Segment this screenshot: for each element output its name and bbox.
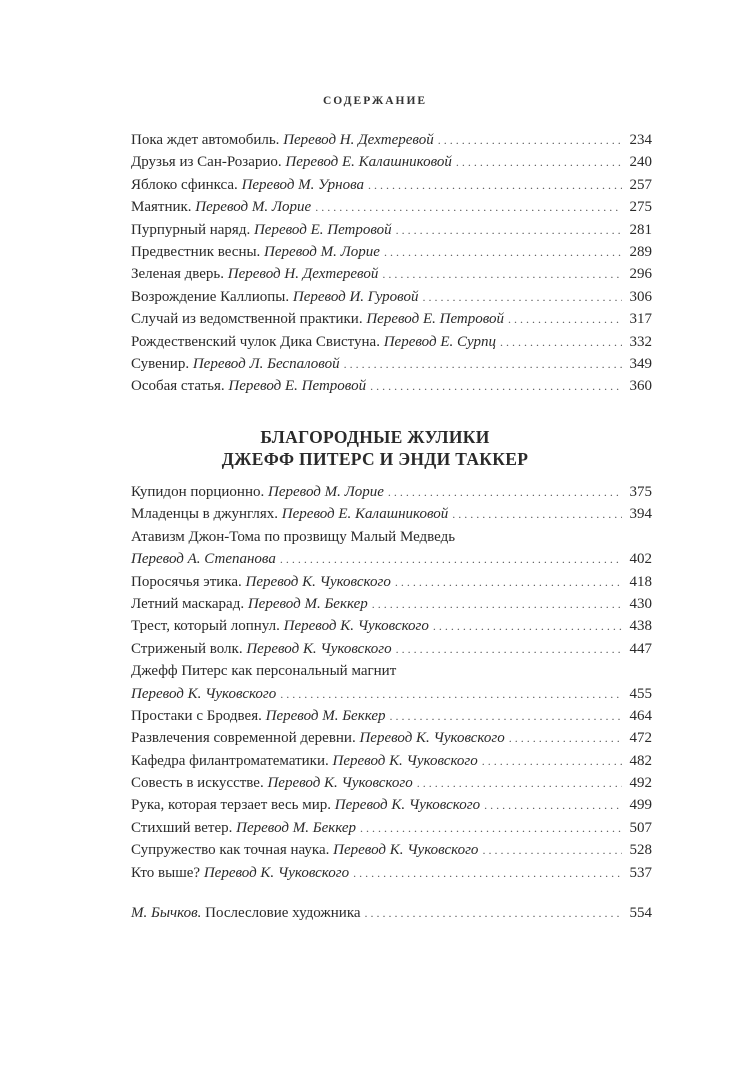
entry-translator: Перевод М. Беккер [236,819,357,836]
entry-title: Поросячья этика. [131,573,242,590]
entry-title: Пурпурный наряд. [131,221,251,238]
entry-page: 317 [629,311,652,328]
toc-entry[interactable] [131,683,652,705]
toc-entry[interactable] [131,375,652,397]
entry-translator: Перевод К. Чуковского [332,752,478,769]
dot-leader [365,902,622,924]
toc-entry[interactable] [131,817,652,839]
entry-page: 394 [629,506,652,523]
toc-entry[interactable] [131,503,652,525]
toc-entry[interactable] [131,794,652,816]
entry-title: Стриженый волк. [131,640,243,657]
dot-leader [370,375,622,397]
entry-page: 482 [629,752,652,769]
entry-page: 499 [629,797,652,814]
entry-title: Случай из ведомственной практики. [131,311,363,328]
dot-leader [500,331,622,353]
entry-title: Стихший ветер. [131,819,233,836]
entry-page: 360 [629,378,652,395]
dot-leader [280,548,622,570]
entry-title: Сувенир. [131,355,190,372]
entry-translator: Перевод М. Беккер [247,595,368,612]
toc-entry[interactable] [131,615,652,637]
entry-title: Рождественский чулок Дика Свистуна. [131,333,380,350]
entry-title: Маятник. [131,199,192,216]
entry-translator: Перевод Е. Калашниковой [281,506,449,523]
toc-entry[interactable] [131,286,652,308]
entry-translator: Перевод М. Лорие [267,484,384,500]
entry-page: 289 [629,243,652,260]
entry-page: 306 [629,288,652,305]
entry-title: Возрождение Каллиопы. [131,288,290,305]
dot-leader [315,196,622,218]
toc-entry[interactable] [131,151,652,173]
entry-page: 349 [629,355,652,372]
entry-title: Младенцы в джунглях. [131,506,279,523]
entry-title: Яблоко сфинкса. [131,176,238,193]
toc-list-part-1 [131,129,652,398]
toc-entry[interactable] [131,727,652,749]
entry-translator: Перевод К. Чуковского [131,685,277,702]
dot-leader [344,353,622,375]
section-title [0,426,750,470]
entry-title: Летний маскарад. [131,595,245,612]
entry-title: Джефф Питерс как персональный магнит [131,663,397,680]
entry-author: М. Бычков. [131,905,202,921]
toc-entry[interactable] [131,353,652,375]
entry-page: 402 [629,551,652,568]
contents-heading: СОДЕРЖАНИЕ [322,95,428,107]
toc-entry[interactable] [131,174,652,196]
toc-entry[interactable] [131,263,652,285]
entry-translator: Перевод К. Чуковского [246,640,392,657]
entry-page: 464 [629,707,652,724]
section-title-line-2: ДЖЕФФ ПИТЕРС И ЭНДИ ТАККЕР [221,449,529,469]
toc-entry[interactable] [131,772,652,794]
toc-entry[interactable] [131,705,652,727]
dot-leader [384,241,622,263]
toc-entry[interactable] [131,862,652,884]
dot-leader [395,571,622,593]
entry-page: 438 [629,618,652,635]
entry-title: Атавизм Джон-Тома по прозвищу Малый Медведь [131,528,456,545]
dot-leader [482,750,622,772]
toc-entry[interactable] [131,750,652,772]
entry-page: 375 [629,484,652,500]
entry-page: 234 [629,132,652,148]
entry-page: 281 [629,221,652,238]
entry-title: Зеленая дверь. [131,266,225,283]
dot-leader [482,839,622,861]
entry-translator: Перевод Н. Дехтеревой [283,132,434,148]
toc-list-part-2 [131,481,652,884]
entry-translator: Перевод К. Чуковского [203,864,350,881]
entry-title: Купидон порционно. [131,484,265,500]
entry-title: Развлечения современной деревни. [131,730,356,747]
dot-leader [484,794,622,816]
entry-translator: Перевод Е. Сурпц [383,333,496,350]
dot-leader [438,129,622,151]
entry-translator: Перевод М. Урнова [241,176,365,193]
toc-entry[interactable] [131,219,652,241]
section-title-line-1: БЛАГОРОДНЫЕ ЖУЛИКИ [260,427,490,447]
toc-entry[interactable] [131,638,652,660]
dot-leader [390,705,622,727]
dot-leader [388,481,622,503]
dot-leader [280,683,622,705]
toc-entry[interactable] [131,331,652,353]
toc-entry-title-line[interactable] [131,660,652,682]
toc-entry[interactable] [131,241,652,263]
dot-leader [368,174,622,196]
toc-entry[interactable] [131,571,652,593]
dot-leader [452,503,622,525]
entry-title: Супружество как точная наука. [131,842,330,859]
entry-title: Послесловие художника [205,905,361,921]
dot-leader [417,772,622,794]
entry-page: 332 [629,333,652,350]
entry-title: Кто выше? [131,864,201,881]
entry-translator: Перевод Е. Петровой [228,378,367,395]
entry-translator: Перевод Е. Петровой [366,311,505,328]
dot-leader [396,219,622,241]
toc-entry-title-line[interactable] [131,526,652,548]
entry-translator: Перевод К. Чуковского [359,730,505,747]
dot-leader [422,286,622,308]
entry-page: 554 [629,905,652,921]
toc-entry[interactable] [131,839,652,861]
entry-page: 430 [629,595,652,612]
entry-page: 240 [629,154,652,171]
entry-title: Трест, который лопнул. [131,618,280,635]
entry-title: Кафедра филантроматематики. [131,752,329,769]
entry-title: Рука, которая терзает весь мир. [131,797,332,814]
entry-translator: Перевод Е. Петровой [253,221,392,238]
entry-page: 275 [629,199,652,216]
entry-page: 455 [629,685,652,702]
entry-translator: Перевод Н. Дехтеревой [227,266,379,283]
dot-leader [372,593,622,615]
entry-translator: Перевод И. Гуровой [292,288,419,305]
entry-page: 492 [629,775,652,792]
toc-afterword [131,902,652,924]
dot-leader [509,727,622,749]
entry-translator: Перевод К. Чуковского [283,618,429,635]
entry-title: Пока ждет автомобиль. [131,132,280,148]
entry-title: Предвестник весны. [131,243,261,260]
dot-leader [360,817,622,839]
entry-translator: Перевод М. Лорие [264,243,380,260]
entry-translator: Перевод К. Чуковского [245,573,391,590]
toc-entry[interactable] [131,593,652,615]
entry-page: 296 [629,266,652,283]
dot-leader [433,615,622,637]
entry-translator: Перевод К. Чуковского [333,842,479,859]
entry-translator: Перевод К. Чуковского [267,775,413,792]
entry-title: Друзья из Сан-Розарио. [131,154,282,171]
entry-translator: Перевод Е. Калашниковой [285,154,452,171]
toc-entry[interactable] [131,308,652,330]
dot-leader [396,638,622,660]
toc-entry[interactable] [131,548,652,570]
entry-title: Совесть в искусстве. [131,775,264,792]
entry-translator: Перевод К. Чуковского [334,797,481,814]
entry-title: Особая статья. [131,378,225,395]
dot-leader [456,151,622,173]
entry-page: 447 [629,640,652,657]
dot-leader [382,263,622,285]
entry-translator: Перевод А. Степанова [131,551,276,568]
entry-page: 418 [629,573,652,590]
entry-title: Простаки с Бродвея. [131,707,262,724]
entry-translator: Перевод М. Беккер [265,707,386,724]
dot-leader [353,862,622,884]
toc-entry[interactable] [131,902,652,924]
entry-translator: Перевод М. Лорие [195,199,312,216]
entry-translator: Перевод Л. Беспаловой [192,355,340,372]
entry-page: 528 [629,842,652,859]
toc-entry[interactable] [131,196,652,218]
toc-entry[interactable] [131,129,652,151]
toc-entry[interactable] [131,481,652,503]
entry-page: 472 [629,730,652,747]
entry-page: 257 [629,176,652,193]
dot-leader [508,308,622,330]
entry-page: 507 [629,819,652,836]
entry-page: 537 [629,864,652,881]
